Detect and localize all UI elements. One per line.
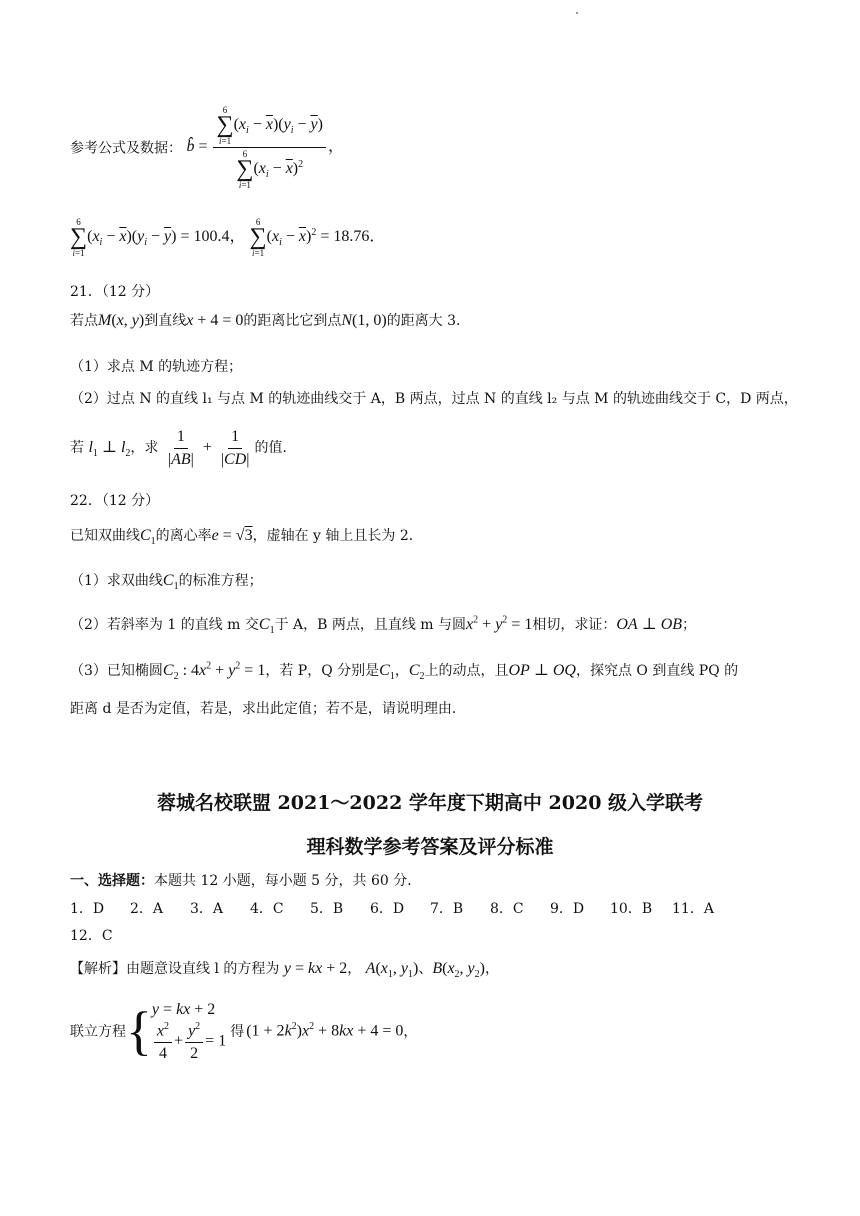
b-hat-formula: b̂ = 6 ∑ i=1 $(x_i - \overline{x})(y_i - \overline{y})$ 6 ∑ i=1 $(x_i - \overline{x})^2$ ， [186, 105, 344, 190]
q21-stem-a: 若点 [70, 313, 98, 329]
reference-formula [70, 106, 344, 189]
q21-stem-c: 的距离比它到点 [243, 313, 342, 329]
choice-answer: 6．D [370, 901, 405, 917]
q21-part2-cont: 若 $l_1$ ⊥ $l_2$，求 $\frac{1}{|AB|}$ + $\frac{1}{|CD|}$ 的值． [70, 428, 297, 468]
q22-stem-c: ，虚轴在 y 轴上且长为 2． [252, 528, 423, 544]
q21-part1: （1）求点 M 的轨迹方程； [70, 359, 243, 375]
q21-p3-c: 的值． [254, 439, 297, 456]
q21-p3-a: 若 [70, 439, 84, 456]
q22-part3: （3）已知椭圆$C_2$ : $4x^2 + y^2 = 1$，若 P，Q 分别是$C_1$，$C_2$上的动点，且OP ⊥ OQ，探究点 O 到直线 PQ 的 [70, 660, 739, 683]
system-label: 联立方程 [70, 1024, 126, 1041]
section1-bold: 一、选择题： [70, 873, 154, 889]
q21-stem: 若点M(x, y)到直线x + 4 = 0的距离比它到点N(1, 0)的距离大 3． [70, 312, 471, 329]
choice-answer: 3．A [190, 901, 224, 917]
choice-answer: 2．A [130, 901, 164, 917]
sum-values-line: 6 ∑ i=1 $(x_i - \overline{x})(y_i - \overline{y}) = 100.4$， 6 ∑ i=1 $(x_i - \overline{x})^2 = 18.76$． [70, 217, 386, 258]
q22-part1: （1）求双曲线$C_1$的标准方程； [70, 572, 263, 593]
q22-heading: 22．（12 分） [70, 493, 160, 509]
scan-dot [576, 12, 578, 14]
system-got: 得 [230, 1024, 245, 1041]
choice-answer: 1．D [70, 901, 105, 917]
q22-p2-a: （2）若斜率为 1 的直线 m 交 [70, 617, 259, 633]
analysis-line: 【解析】由题意设直线 l 的方程为 y = kx + 2， $A(x_1$, $y_1$)、$B(x_2$, $y_2$)， [70, 960, 499, 981]
q22-stem-b: 的离心率 [155, 528, 212, 544]
choice-answer-12: 12．C [70, 928, 113, 944]
system-equations: y = kx + 2 $\frac{x^2}{4}$ + $\frac{y^2}{2}$ = 1 [151, 1001, 227, 1062]
q22-p1-a: （1）求双曲线 [70, 573, 163, 589]
q21-p3-b: ，求 [130, 439, 159, 456]
q22-part3-cont: 距离 d 是否为定值，若是，求出此定值；若不是，请说明理由． [70, 701, 466, 717]
system-comma: ， [403, 1024, 418, 1041]
q22-p2-c: 相切，求证： [532, 617, 617, 633]
brace-symbol: { [126, 1001, 152, 1062]
answer-title: 蓉城名校联盟 2021～2022 学年度下期高中 2020 级入学联考 [156, 792, 704, 814]
q22-p3-a: （3）已知椭圆 [70, 663, 163, 679]
choice-answer: 8．C [490, 901, 524, 917]
q21-stem-d: 的距离大 3． [386, 313, 471, 329]
choice-answer: 9．D [550, 901, 585, 917]
choice-answer: 5．B [310, 901, 344, 917]
q22-p3-b: ，若 P，Q 分别是 [265, 663, 380, 679]
section1-heading [70, 870, 421, 890]
q22-p1-b: 的标准方程； [178, 573, 263, 589]
answer-subtitle: 理科数学参考答案及评分标准 [306, 836, 554, 858]
choice-answer: 4．C [250, 901, 284, 917]
q22-stem: 已知双曲线$C_1$的离心率e = √3，虚轴在 y 轴上且长为 2． [70, 527, 423, 548]
q21-stem-b: 到直线 [144, 313, 187, 329]
sum-xy-value: 100.4 [193, 228, 230, 246]
analysis-text: 【解析】由题意设直线 l 的方程为 [70, 961, 280, 977]
q22-p3-d: ，探究点 O 到直线 PQ 的 [575, 663, 739, 679]
q22-p3-c: 上的动点，且 [424, 663, 509, 679]
sum-xx-value: 18.76 [333, 228, 370, 246]
section1-rest: 本题共 12 小题，每小题 5 分，共 60 分． [154, 873, 422, 889]
q22-stem-a: 已知双曲线 [70, 528, 140, 544]
choice-answers-row [70, 898, 722, 918]
ref-label: 参考公式及数据： [70, 140, 182, 157]
q22-part2: （2）若斜率为 1 的直线 m 交$C_1$于 A，B 两点，且直线 m 与圆$x^2 + y^2 = 1$相切，求证：OA ⊥ OB； [70, 614, 697, 637]
q21-part2: （2）过点 N 的直线 l₁ 与点 M 的轨迹曲线交于 A，B 两点，过点 N 的直线 l₂ 与点 M 的轨迹曲线交于 C，D 两点， [70, 391, 798, 407]
q22-p2-b: 于 A，B 两点，且直线 m 与圆 [274, 617, 467, 633]
analysis-sep: 、 [418, 961, 433, 977]
q21-heading: 21．（12 分） [70, 284, 160, 300]
equation-system: 联立方程 { y = kx + 2 $\frac{x^2}{4}$ + $\frac{y^2}{2}$ = 1 得 $(1 + 2k^2)x^2 + 8kx + 4 = 0$ ， [70, 1001, 418, 1062]
choice-answer: 7．B [430, 901, 464, 917]
choice-answer: 10．B [610, 901, 653, 917]
choice-answer: 11．A [672, 901, 714, 917]
